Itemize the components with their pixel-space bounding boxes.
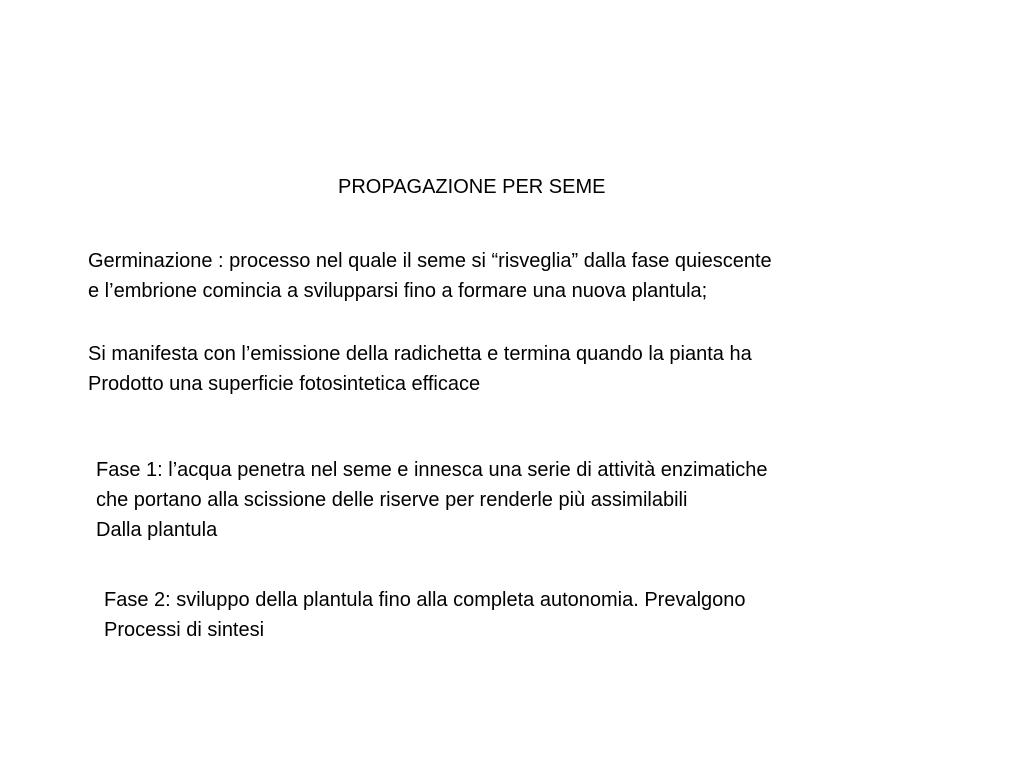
fase-2-line-1: Fase 2: sviluppo della plantula fino alla completa autonomia. Prevalgono (104, 589, 746, 611)
fase-2-paragraph (104, 585, 746, 645)
manifesta-paragraph (88, 339, 752, 399)
fase-1-line-1: Fase 1: l’acqua penetra nel seme e innesca una serie di attività enzimatiche (96, 459, 768, 481)
germinazione-line-1: Germinazione : processo nel quale il seme si “risveglia” dalla fase quiescente (88, 250, 772, 272)
slide-title: PROPAGAZIONE PER SEME (338, 176, 606, 198)
germinazione-paragraph (88, 246, 772, 306)
manifesta-line-1: Si manifesta con l’emissione della radichetta e termina quando la pianta ha (88, 343, 752, 365)
fase-2-line-2: Processi di sintesi (104, 619, 265, 641)
manifesta-line-2: Prodotto una superficie fotosintetica efficace (88, 373, 481, 395)
germinazione-line-2: e l’embrione comincia a svilupparsi fino a formare una nuova plantula; (88, 280, 708, 302)
fase-1-line-2: che portano alla scissione delle riserve per renderle più assimilabili (96, 489, 688, 511)
fase-1-line-3: Dalla plantula (96, 519, 218, 541)
fase-1-paragraph (96, 455, 768, 545)
